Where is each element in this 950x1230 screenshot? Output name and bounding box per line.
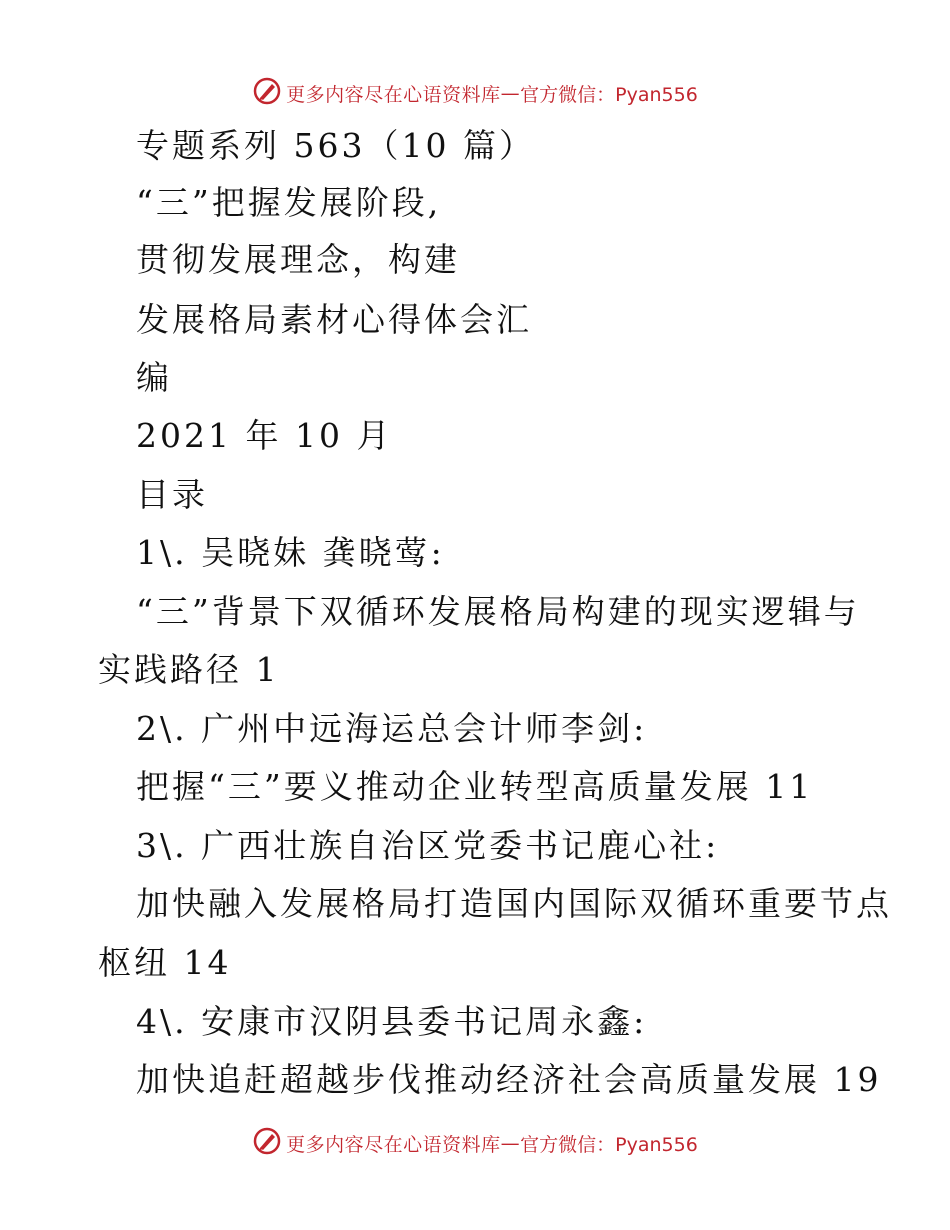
document-date: 2021 年 10 月 (136, 416, 393, 455)
watermark-text: 更多内容尽在心语资料库 (286, 84, 501, 106)
toc-item-3-author: 3\. 广西壮族自治区党委书记鹿心社: (136, 826, 720, 865)
toc-item-4-author: 4\. 安康市汉阴县委书记周永鑫: (136, 1002, 648, 1041)
watermark-separator: — (500, 1132, 521, 1155)
title-line-5: 编 (136, 358, 172, 397)
title-line-1: 专题系列 563（10 篇） (136, 126, 535, 165)
toc-item-3-title-cont: 枢纽 14 (98, 943, 232, 982)
toc-item-1-title-cont: 实践路径 1 (98, 650, 280, 689)
header-watermark (0, 76, 950, 111)
toc-item-4-title: 加快追赶超越步伐推动经济社会高质量发展 19 (136, 1060, 882, 1099)
toc-item-2-author: 2\. 广州中远海运总会计师李剑: (136, 709, 648, 748)
toc-item-3-title: 加快融入发展格局打造国内国际双循环重要节点 (136, 884, 892, 923)
toc-item-2-title: 把握“三”要义推动企业转型高质量发展 11 (136, 767, 814, 806)
watermark-contact: 官方微信：Pyan556 (520, 84, 698, 106)
toc-item-1-title: “三”背景下双循环发展格局构建的现实逻辑与 (136, 592, 860, 631)
pen-logo-icon (252, 76, 282, 111)
title-line-3: 贯彻发展理念，构建 (136, 240, 460, 279)
toc-item-1-author: 1\. 吴晓妹 龚晓莺: (136, 533, 445, 572)
title-line-2: “三”把握发展阶段, (136, 183, 442, 222)
pen-logo-icon (252, 1126, 282, 1161)
watermark-contact: 官方微信：Pyan556 (520, 1134, 698, 1156)
watermark-separator: — (500, 82, 521, 105)
footer-watermark (0, 1126, 950, 1161)
toc-heading: 目录 (136, 475, 208, 514)
title-line-4: 发展格局素材心得体会汇 (136, 300, 532, 339)
watermark-text: 更多内容尽在心语资料库 (286, 1134, 501, 1156)
